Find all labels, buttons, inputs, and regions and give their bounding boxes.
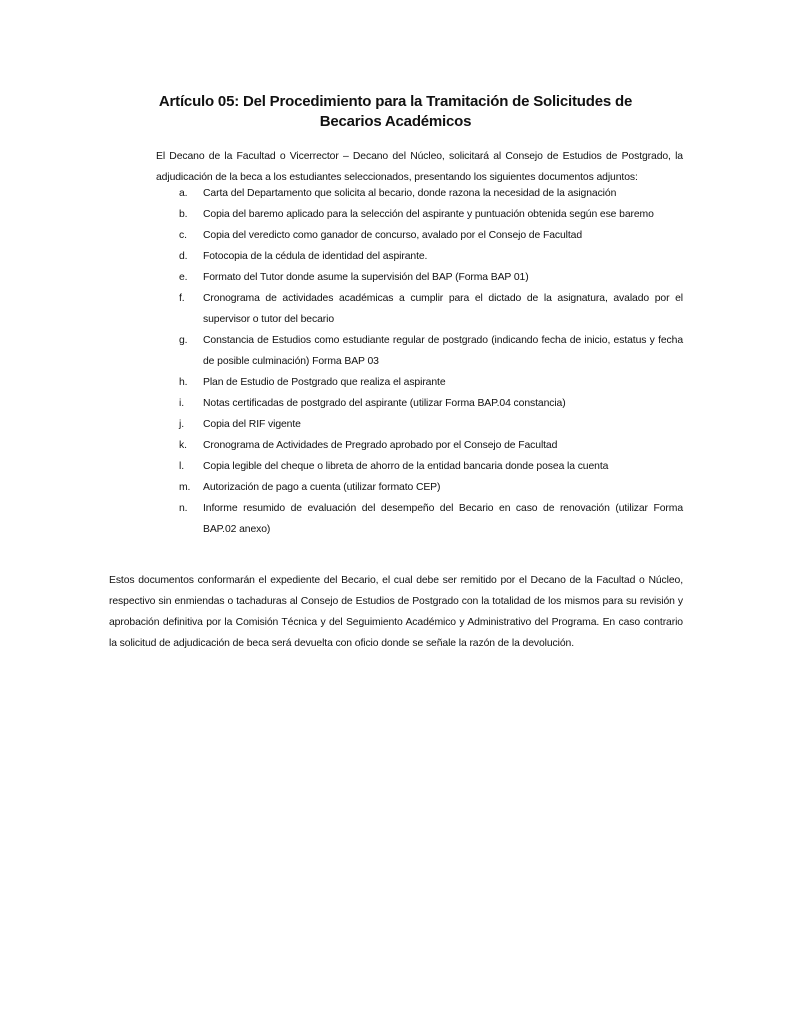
- list-item: [156, 498, 683, 540]
- list-item: [156, 393, 683, 414]
- list-item-text: Plan de Estudio de Postgrado que realiza el aspirante: [203, 377, 446, 388]
- list-item-text: Copia del RIF vigente: [203, 419, 301, 430]
- list-item-letter: j.: [179, 419, 184, 430]
- list-item-letter: d.: [179, 251, 188, 262]
- list-item-letter: k.: [179, 440, 187, 451]
- list-item: [156, 288, 683, 330]
- list-item-letter: e.: [179, 272, 188, 283]
- list-item-letter: n.: [179, 503, 188, 514]
- list-item-text: Fotocopia de la cédula de identidad del aspirante.: [203, 251, 428, 262]
- list-item: [156, 435, 683, 456]
- list-item-text: Notas certificadas de postgrado del aspirante (utilizar Forma BAP.04 constancia): [203, 398, 566, 409]
- list-item-letter: c.: [179, 230, 187, 241]
- list-item-text: Cronograma de Actividades de Pregrado aprobado por el Consejo de Facultad: [203, 440, 558, 451]
- list-item: [156, 246, 683, 267]
- list-item: [156, 456, 683, 477]
- list-item-text: Copia legible del cheque o libreta de ahorro de la entidad bancaria donde posea la cuenta: [203, 461, 609, 472]
- list-item-text: Constancia de Estudios como estudiante regular de postgrado (indicando fecha de inicio, estatus y fecha de posible culminación) Forma BAP 03: [203, 335, 683, 367]
- list-item: [156, 477, 683, 498]
- list-item-text: Autorización de pago a cuenta (utilizar formato CEP): [203, 482, 441, 493]
- article-title: Artículo 05: Del Procedimiento para la Tramitación de Solicitudes de Becarios Académicos: [158, 93, 633, 130]
- list-item: [156, 414, 683, 435]
- list-item-text: Formato del Tutor donde asume la supervisión del BAP (Forma BAP 01): [203, 272, 529, 283]
- list-item: [156, 204, 683, 225]
- list-item-text: Copia del veredicto como ganador de concurso, avalado por el Consejo de Facultad: [203, 230, 583, 241]
- list-item-letter: i.: [179, 398, 184, 409]
- closing-paragraph: Estos documentos conformarán el expediente del Becario, el cual debe ser remitido por el Decano de la Facultad o Núcleo, respectivo sin enmiendas o tachaduras al Consejo de Estudios de Postgrado con la totalidad de los mismos para su revisión y aprobación definitiva por la Comisión Técnica y del Seguimiento Académico y Administrativo del Programa. En caso contrario la solicitud de adjudicación de beca será devuelta con oficio donde se señale la razón de la devolución.: [109, 575, 683, 649]
- list-item-letter: b.: [179, 209, 188, 220]
- list-item-letter: m.: [179, 482, 191, 493]
- list-item: [156, 372, 683, 393]
- list-item-letter: l.: [179, 461, 184, 472]
- list-item: [156, 267, 683, 288]
- list-item-text: Informe resumido de evaluación del desempeño del Becario en caso de renovación (utilizar Forma BAP.02 anexo): [203, 503, 683, 535]
- list-item-text: Copia del baremo aplicado para la selección del aspirante y puntuación obtenida según ese baremo: [203, 209, 654, 220]
- list-item-letter: f.: [179, 293, 185, 304]
- list-item-letter: h.: [179, 377, 188, 388]
- required-documents-list: [156, 183, 683, 540]
- list-item: [156, 225, 683, 246]
- list-item-letter: g.: [179, 335, 188, 346]
- list-item-letter: a.: [179, 188, 188, 199]
- list-item: [156, 330, 683, 372]
- list-item-text: Carta del Departamento que solicita al becario, donde razona la necesidad de la asignación: [203, 188, 617, 199]
- intro-paragraph: El Decano de la Facultad o Vicerrector – Decano del Núcleo, solicitará al Consejo de Estudios de Postgrado, la adjudicación de la beca a los estudiantes seleccionados, presentando los siguientes documentos adjuntos:: [156, 151, 683, 183]
- list-item: [156, 183, 683, 204]
- list-item-text: Cronograma de actividades académicas a cumplir para el dictado de la asignatura, avalado por el supervisor o tutor del becario: [203, 293, 683, 325]
